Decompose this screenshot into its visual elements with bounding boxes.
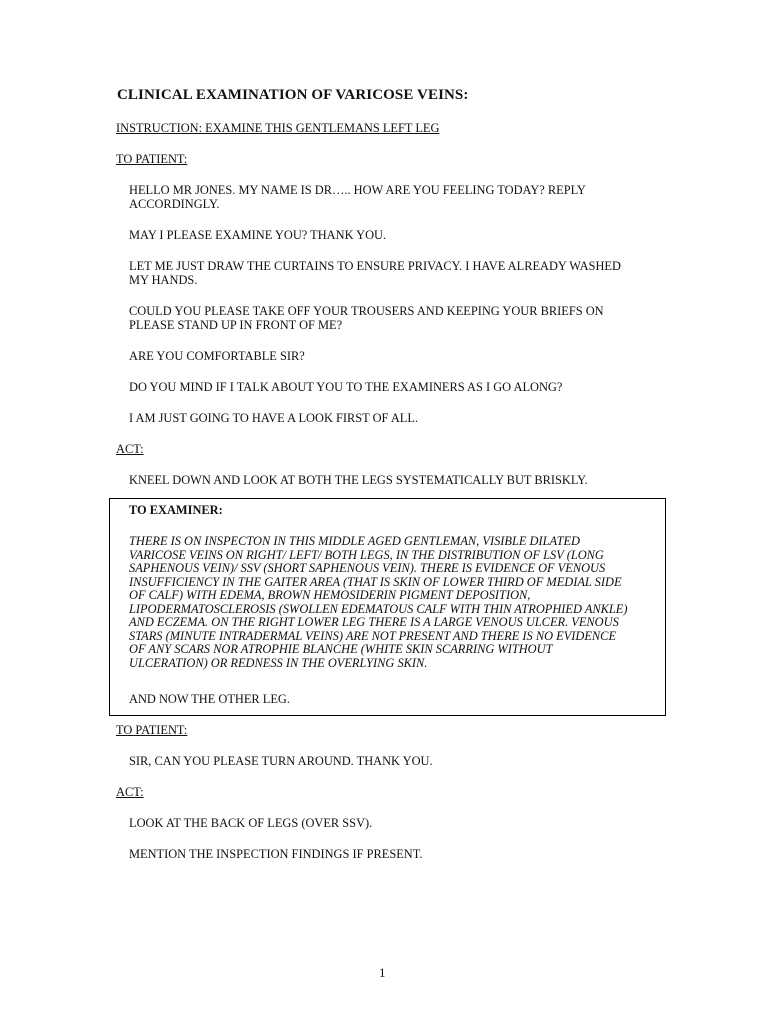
- patient-line: LET ME JUST DRAW THE CURTAINS TO ENSURE PRIVACY. I HAVE ALREADY WASHED: [129, 259, 621, 273]
- to-patient-heading: TO PATIENT:: [116, 152, 188, 166]
- examiner-findings: [129, 535, 628, 670]
- document-title: CLINICAL EXAMINATION OF VARICOSE VEINS:: [117, 87, 469, 103]
- patient-line-2: SIR, CAN YOU PLEASE TURN AROUND. THANK YOU.: [129, 754, 433, 768]
- instruction-heading: INSTRUCTION: EXAMINE THIS GENTLEMANS LEFT LEG: [116, 121, 440, 135]
- examiner-line: ULCERATION) OR REDNESS IN THE OVERLYING SKIN.: [129, 655, 428, 670]
- examiner-line: OF ANY SCARS NOR ATROPHIE BLANCHE (WHITE SKIN SCARRING WITHOUT: [129, 642, 553, 656]
- examiner-line: OF CALF) WITH EDEMA, BROWN HEMOSIDERIN PIGMENT DEPOSITION,: [129, 588, 531, 602]
- act-line: MENTION THE INSPECTION FINDINGS IF PRESENT.: [129, 847, 423, 861]
- examiner-closing: AND NOW THE OTHER LEG.: [129, 692, 290, 706]
- to-patient-heading-2: TO PATIENT:: [116, 723, 188, 737]
- examiner-heading: TO EXAMINER:: [129, 503, 223, 517]
- examiner-line: SAPHENOUS VEIN)/ SSV (SHORT SAPHENOUS VEIN). THERE IS EVIDENCE OF VENOUS: [129, 561, 606, 575]
- patient-line: ACCORDINGLY.: [129, 197, 220, 211]
- patient-line: MY HANDS.: [129, 273, 198, 287]
- examiner-line: THERE IS ON INSPECTON IN THIS MIDDLE AGED GENTLEMAN, VISIBLE DILATED: [129, 534, 580, 548]
- act-heading-2: ACT:: [116, 785, 144, 799]
- patient-line: I AM JUST GOING TO HAVE A LOOK FIRST OF ALL.: [129, 411, 419, 425]
- patient-line: HELLO MR JONES. MY NAME IS DR….. HOW ARE YOU FEELING TODAY? REPLY: [129, 183, 586, 197]
- examiner-line: AND ECZEMA. ON THE RIGHT LOWER LEG THERE IS A LARGE VENOUS ULCER. VENOUS: [129, 615, 619, 629]
- patient-line: MAY I PLEASE EXAMINE YOU? THANK YOU.: [129, 228, 387, 242]
- act-line: KNEEL DOWN AND LOOK AT BOTH THE LEGS SYSTEMATICALLY BUT BRISKLY.: [129, 473, 588, 487]
- examiner-line: INSUFFICIENCY IN THE GAITER AREA (THAT IS SKIN OF LOWER THIRD OF MEDIAL SIDE: [129, 574, 622, 589]
- patient-line: PLEASE STAND UP IN FRONT OF ME?: [129, 318, 343, 332]
- patient-line: DO YOU MIND IF I TALK ABOUT YOU TO THE EXAMINERS AS I GO ALONG?: [129, 380, 563, 394]
- patient-line: COULD YOU PLEASE TAKE OFF YOUR TROUSERS AND KEEPING YOUR BRIEFS ON: [129, 304, 604, 318]
- examiner-line: VARICOSE VEINS ON RIGHT/ LEFT/ BOTH LEGS, IN THE DISTRIBUTION OF LSV (LONG: [129, 547, 604, 562]
- examiner-line: STARS (MINUTE INTRADERMAL VEINS) ARE NOT PRESENT AND THERE IS NO EVIDENCE: [129, 628, 617, 643]
- act-heading: ACT:: [116, 442, 144, 456]
- page-number: 1: [379, 965, 386, 980]
- patient-line: ARE YOU COMFORTABLE SIR?: [129, 349, 305, 363]
- examiner-line: LIPODERMATOSCLEROSIS (SWOLLEN EDEMATOUS CALF WITH THIN ATROPHIED ANKLE): [129, 601, 628, 616]
- act-line: LOOK AT THE BACK OF LEGS (OVER SSV).: [129, 816, 373, 830]
